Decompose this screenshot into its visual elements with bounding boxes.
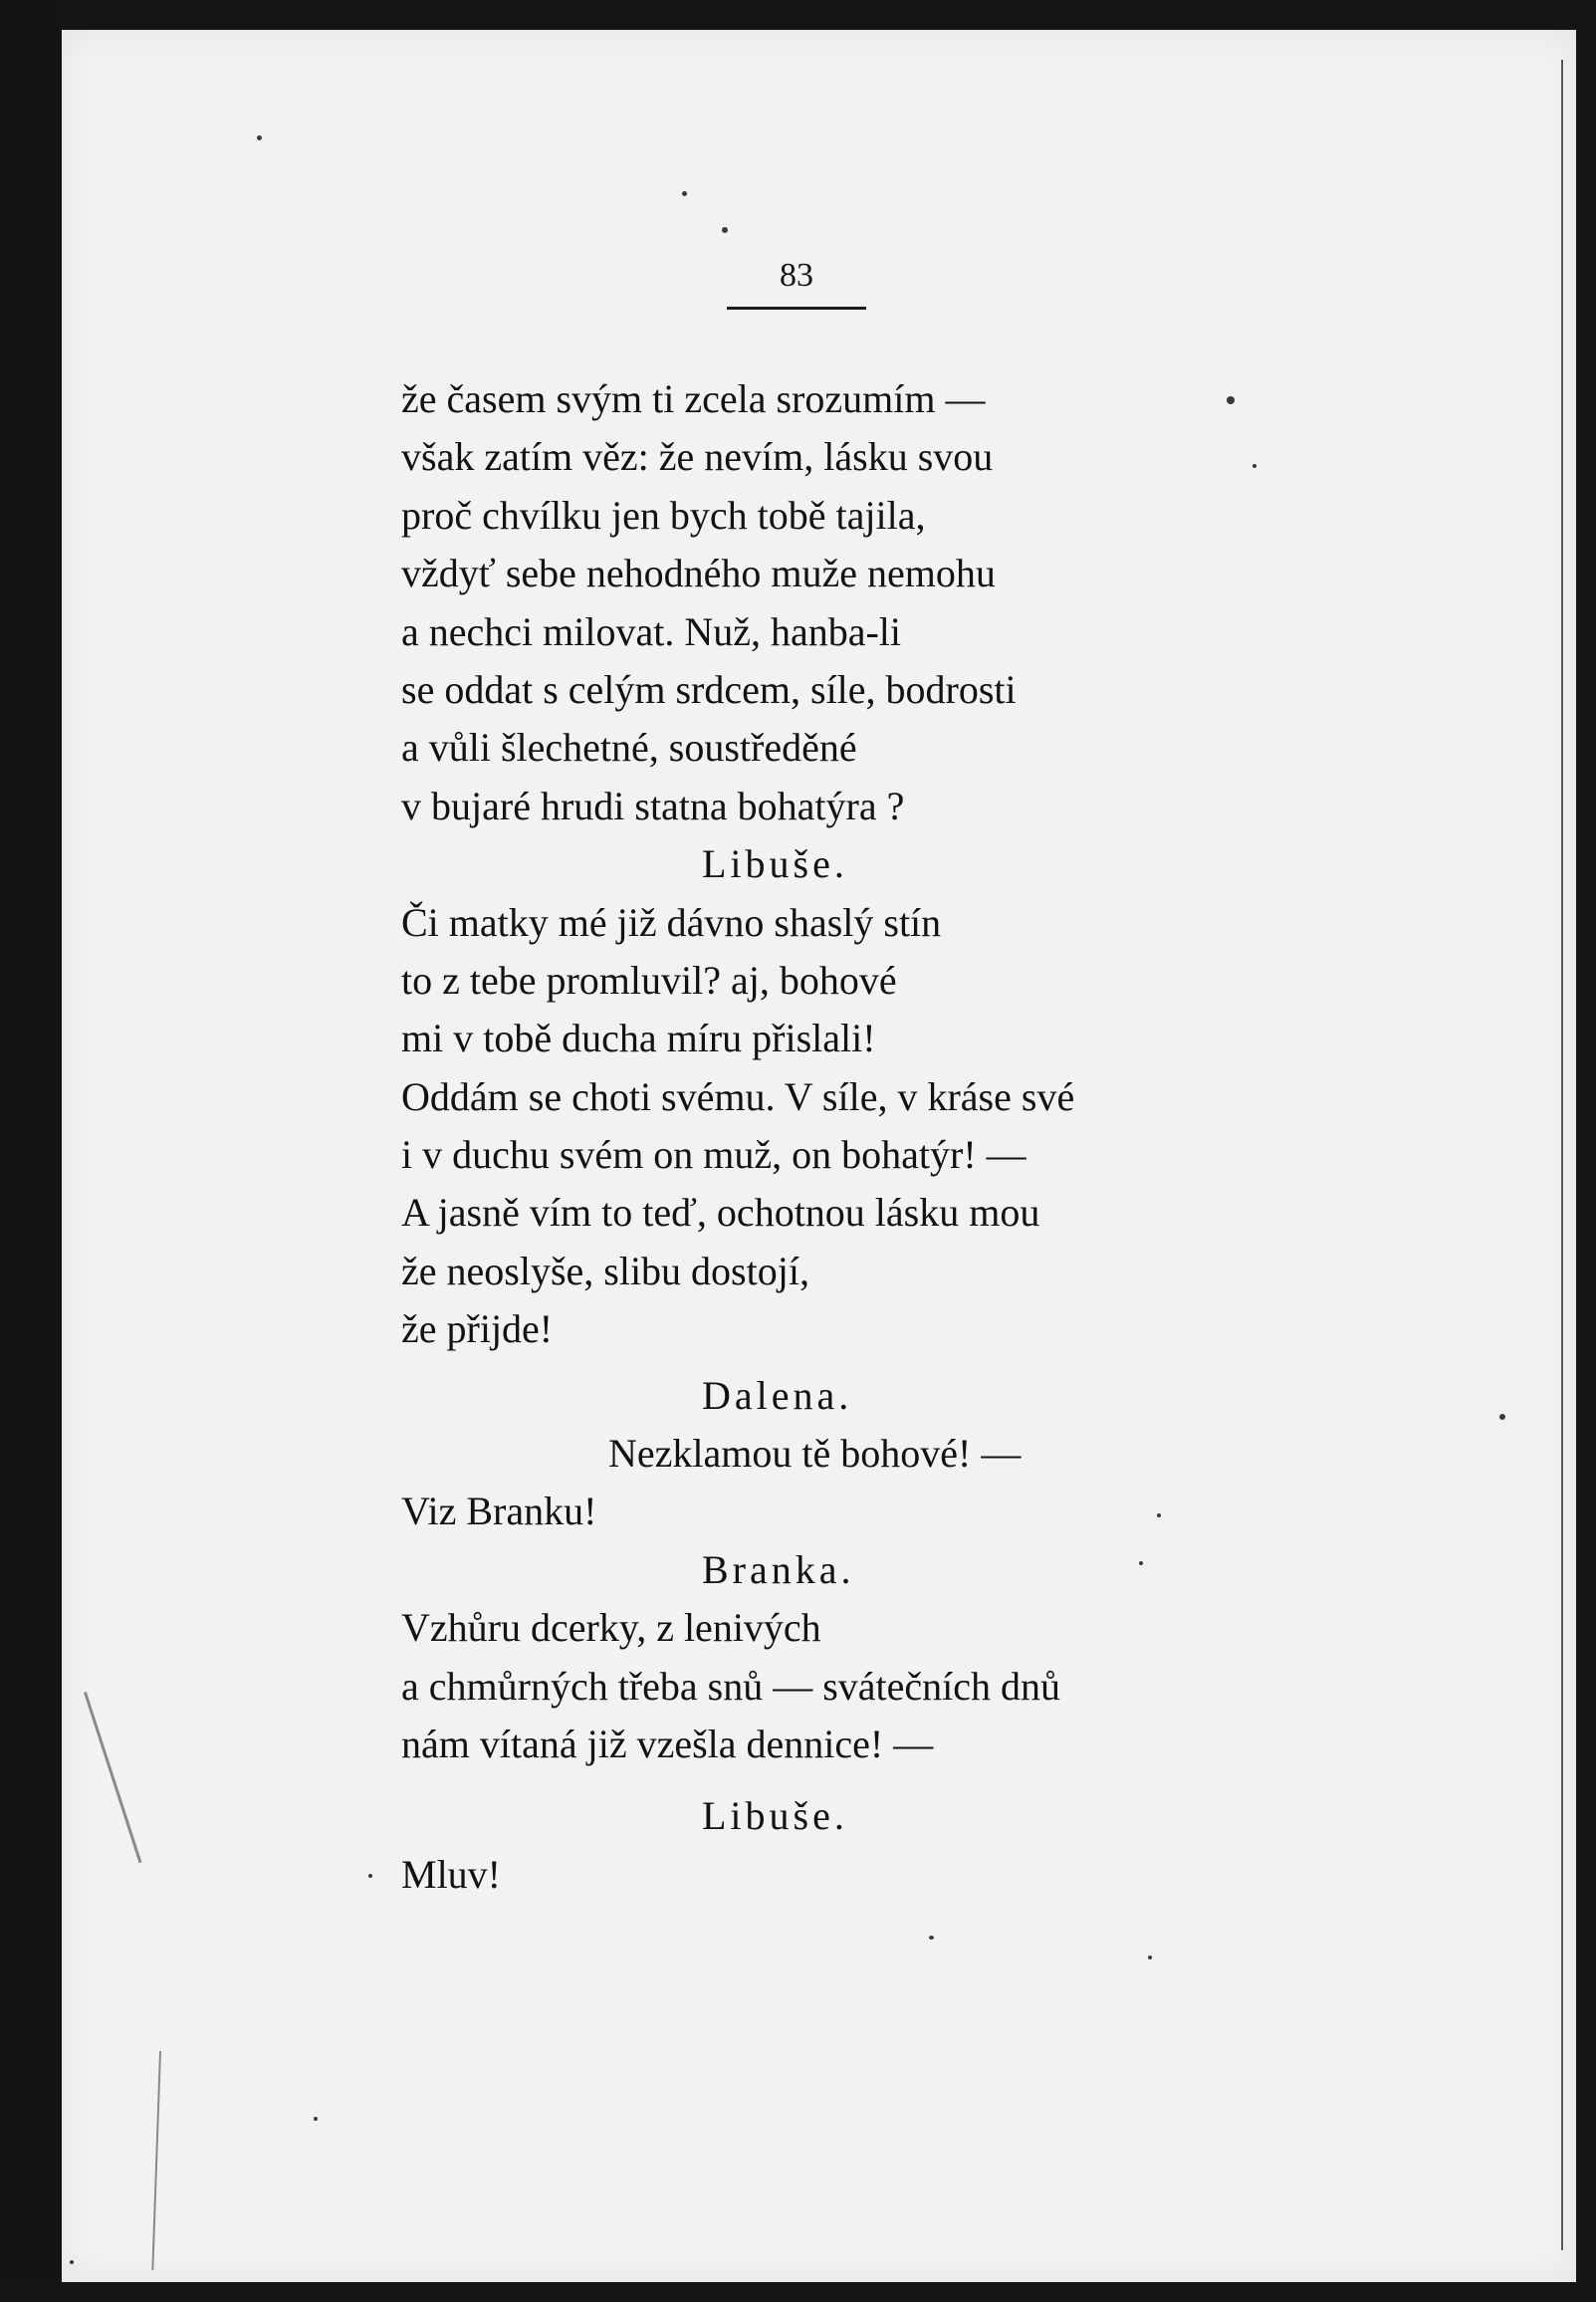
scan-scratch xyxy=(1561,60,1563,2250)
verse-text xyxy=(401,370,1397,1904)
scan-speck xyxy=(682,191,687,196)
scan-speck xyxy=(314,2117,318,2121)
verse-line: proč chvílku jen bych tobě tajila, xyxy=(401,492,926,538)
speaker-name-branka: Branka. xyxy=(702,1546,855,1592)
verse-line: nám vítaná již vzešla dennice! — xyxy=(401,1721,934,1766)
verse-line: a vůli šlechetné, soustředěné xyxy=(401,725,857,771)
speaker-name-libuse: Libuše. xyxy=(702,1793,848,1839)
verse-line: i v duchu svém on muž, on bohatýr! — xyxy=(401,1132,1026,1178)
scan-right-border xyxy=(1576,0,1596,2302)
verse-line: Či matky mé již dávno shaslý stín xyxy=(401,899,942,945)
scan-speck xyxy=(1148,1956,1152,1959)
verse-line: Oddám se choti svému. V síle, v kráse své xyxy=(401,1073,1075,1119)
verse-line: že přijde! xyxy=(401,1306,554,1352)
scan-speck xyxy=(70,2260,74,2264)
scan-left-border xyxy=(0,0,62,2302)
verse-line: Viz Branku! xyxy=(401,1489,597,1534)
verse-line: vždyť sebe nehodného muže nemohu xyxy=(401,551,996,596)
scan-speck xyxy=(368,1874,372,1878)
verse-line: to z tebe promluvil? aj, bohové xyxy=(401,957,897,1003)
verse-line: a nechci milovat. Nuž, hanba-li xyxy=(401,608,902,654)
page-number-rule xyxy=(727,307,866,310)
page-number: 83 xyxy=(780,257,813,294)
verse-line: se oddat s celým srdcem, síle, bodrosti xyxy=(401,666,1017,712)
verse-line: však zatím věz: že nevím, lásku svou xyxy=(401,434,994,480)
verse-line-indented: Nezklamou tě bohové! — xyxy=(608,1431,1022,1477)
verse-line: že neoslyše, slibu dostojí, xyxy=(401,1248,809,1293)
spacer xyxy=(401,1359,1397,1367)
scan-speck xyxy=(929,1936,934,1940)
verse-line: Mluv! xyxy=(401,1851,501,1897)
scan-speck xyxy=(722,227,728,233)
verse-line: v bujaré hrudi statna bohatýra ? xyxy=(401,783,905,828)
scan-bottom-border xyxy=(0,2282,1596,2302)
speaker-name-dalena: Dalena. xyxy=(702,1372,853,1418)
scan-speck xyxy=(257,135,262,140)
verse-line: mi v tobě ducha míru přislali! xyxy=(401,1016,876,1061)
verse-line: A jasně vím to teď, ochotnou lásku mou xyxy=(401,1190,1040,1236)
scan-top-border xyxy=(0,0,1596,30)
speaker-name-libuse: Libuše. xyxy=(702,841,848,887)
verse-line: že časem svým ti zcela srozumím — xyxy=(401,376,986,421)
scan-speck xyxy=(1499,1414,1505,1420)
spacer xyxy=(401,1773,1397,1787)
verse-line: a chmůrných třeba snů — svátečních dnů xyxy=(401,1663,1061,1709)
verse-line: Vzhůru dcerky, z lenivých xyxy=(401,1605,821,1651)
